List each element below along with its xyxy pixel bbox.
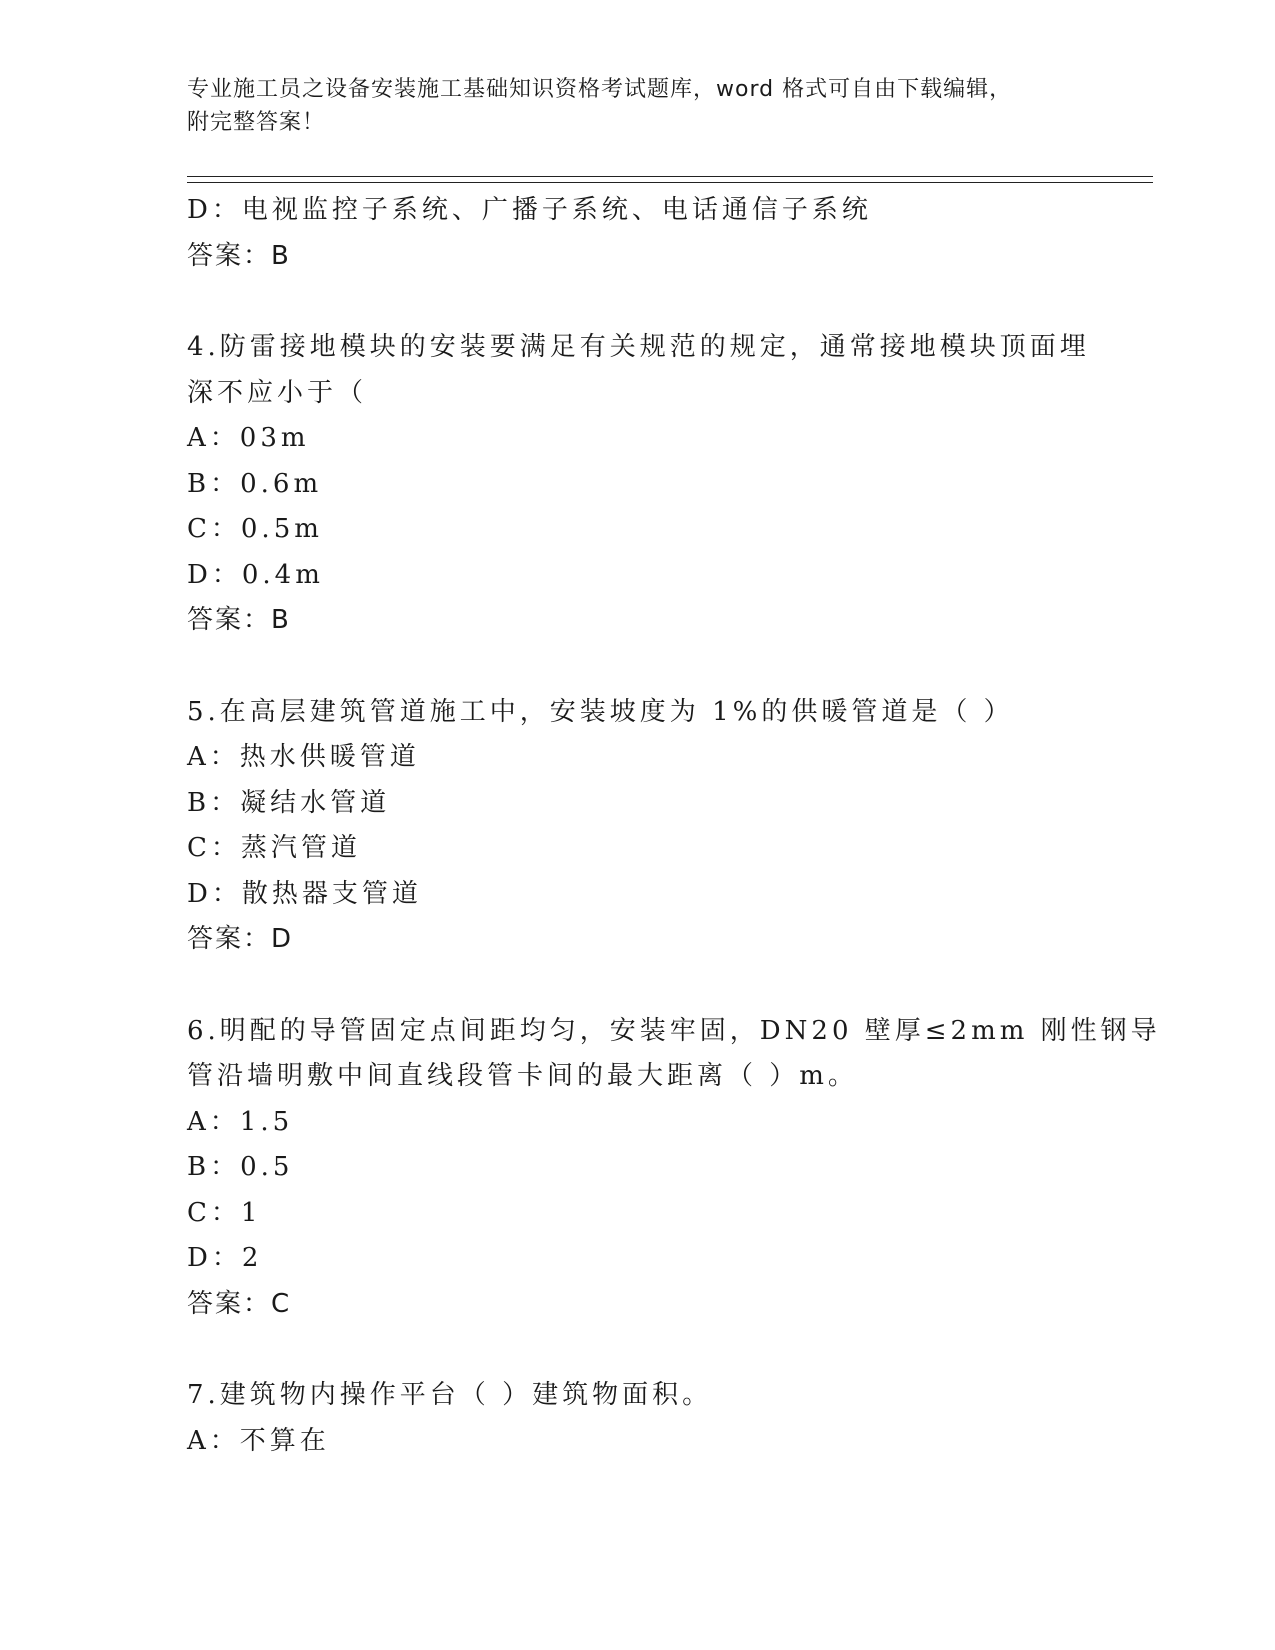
- question-stem: 5.在高层建筑管道施工中，安装坡度为 1%的供暖管道是（ ）: [187, 696, 1014, 727]
- option-a: A：03m: [187, 423, 310, 453]
- question-stem: 4.防雷接地模块的安装要满足有关规范的规定，通常接地模块顶面埋: [187, 332, 1090, 362]
- question-block-6: [187, 1009, 1161, 1328]
- question-list: [187, 188, 1161, 1510]
- question-block-5: [187, 690, 1087, 963]
- option-b: B：0.6m: [187, 468, 323, 499]
- question-stem-cont: 深不应小于（: [187, 377, 368, 408]
- question-stem-cont: 管沿墙明敷中间直线段管卡间的最大距离（ ）m。: [187, 1061, 858, 1091]
- option-d: D：2: [187, 1243, 263, 1273]
- question-block-3-tail: [187, 188, 1087, 279]
- option-c: C：0.5m: [187, 514, 323, 544]
- header-line-1: 专业施工员之设备安装施工基础知识资格考试题库，word 格式可自由下载编辑，: [187, 77, 1013, 102]
- option-c: C：1: [187, 1197, 262, 1228]
- option-d: D：散热器支管道: [187, 878, 422, 909]
- answer-line: 答案：B: [187, 605, 291, 635]
- question-block-7: [187, 1373, 1087, 1464]
- option-a: A：热水供暖管道: [187, 742, 420, 772]
- question-stem: 7.建筑物内操作平台（ ）建筑物面积。: [187, 1380, 713, 1410]
- option-a: A：1.5: [187, 1106, 294, 1137]
- header-divider-bottom: [187, 182, 1153, 183]
- option-d: D：电视监控子系统、广播子系统、电话通信子系统: [187, 195, 872, 225]
- question-stem: 6.明配的导管固定点间距均匀，安装牢固，DN20 壁厚≤2mm 刚性钢导: [187, 1015, 1161, 1046]
- option-b: B：0.5: [187, 1152, 294, 1182]
- option-b: B：凝结水管道: [187, 787, 391, 818]
- option-a: A：不算在: [187, 1425, 330, 1456]
- question-block-4: [187, 325, 1090, 644]
- answer-line: 答案：D: [187, 924, 294, 954]
- answer-line: 答案：B: [187, 240, 291, 271]
- document-header: [187, 73, 1077, 139]
- header-divider-top: [187, 176, 1153, 177]
- option-d: D：0.4m: [187, 559, 324, 590]
- answer-line: 答案：C: [187, 1288, 292, 1319]
- header-line-2: 附完整答案！: [187, 110, 326, 135]
- option-c: C：蒸汽管道: [187, 833, 361, 863]
